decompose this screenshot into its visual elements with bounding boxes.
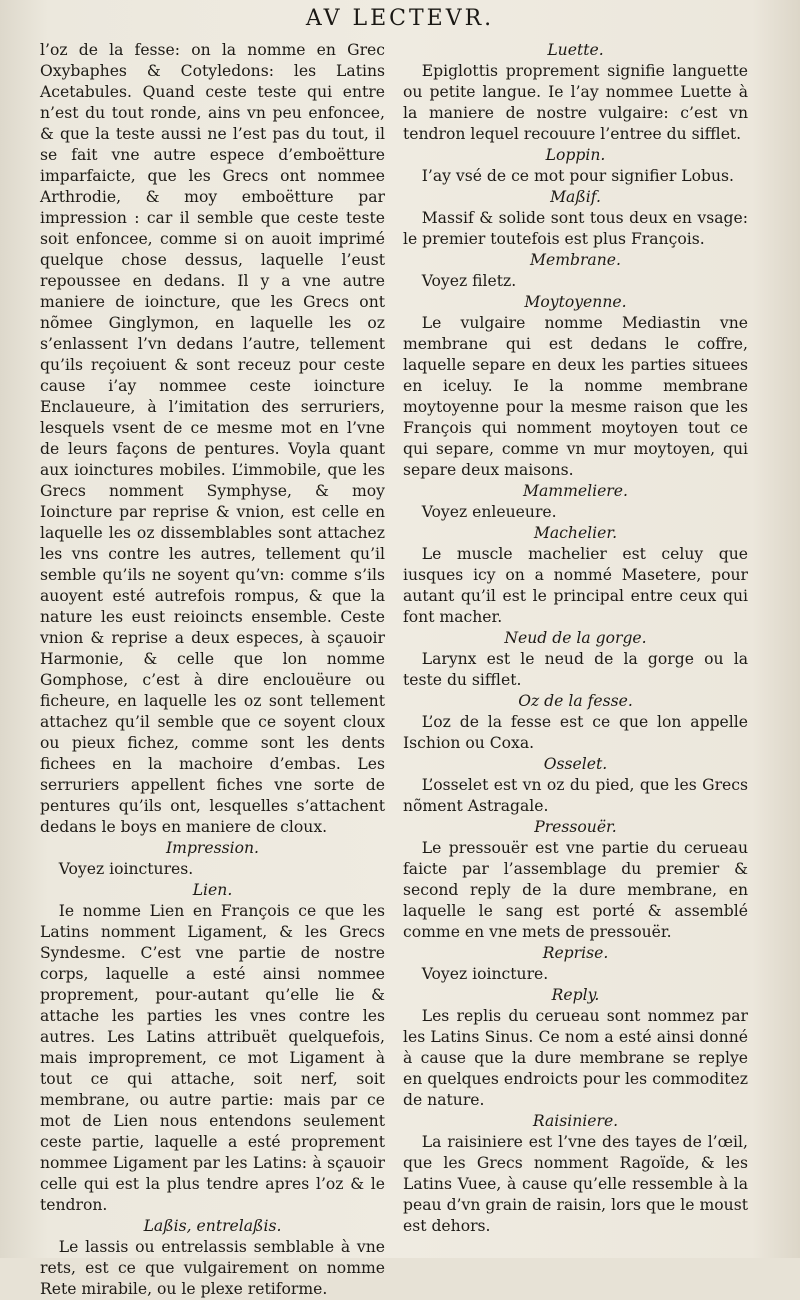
entry-text: La raisiniere est l’vne des tayes de l’œil, que les Grecs nomment Ragoïde, & les Latins Vuee, à cause qu’elle ressemble à la peau d’vn grain de raisin, lors que le moust est dehors.: [403, 1133, 748, 1235]
running-title: AV LECTEVR.: [305, 6, 495, 31]
entry-text: Voyez filetz.: [421, 272, 517, 290]
entry-text: Ie nomme Lien en François ce que les Latins nomment Ligament, & les Grecs Syndesme. C’est vne partie de nostre corps, laquelle a esté ainsi nommee proprement, pour-autant qu’elle lie & attache les parties les vnes contre les autres. Les Latins attribuët quelquefois, mais improprement, ce mot Ligament à tout ce qui attache, soit nerf, soit membrane, ou autre partie: mais par ce mot de Lien nous entendons seulement ceste partie, laquelle a esté proprement nommee Ligament par les Latins: à sçauoir celle qui est la plus tendre apres l’oz & le tendron.: [40, 902, 385, 1214]
entry-title: Reply.: [551, 986, 600, 1004]
entry-title: Luette.: [547, 41, 604, 59]
entry-text: Le vulgaire nomme Mediastin vne membrane qui est dedans le coffre, laquelle separe en deux les parties situees en iceluy. Ie la nomme membrane moytoyenne pour la mesme raison que les François qui nomment moytoyen tout ce qui separe, comme vn mur moytoyen, qui separe deux maisons.: [403, 314, 748, 479]
entry-title: Reprise.: [542, 944, 609, 962]
entry-title: Moytoyenne.: [524, 293, 627, 311]
entry-mammeliere: [403, 481, 748, 523]
entry-title: Maßif.: [550, 188, 601, 206]
entry-reply: [403, 985, 748, 1111]
entry-osselet: [403, 754, 748, 817]
entry-text: L’osselet est vn oz du pied, que les Grecs nõment Astragale.: [403, 776, 748, 815]
entry-raisiniere: [403, 1111, 748, 1237]
entry-title: Mammeliere.: [523, 482, 628, 500]
left-column: [40, 40, 385, 1300]
entry-title: Oz de la fesse.: [518, 692, 633, 710]
entry-loppin: [403, 145, 748, 187]
entry-text: Voyez ioincture.: [421, 965, 549, 983]
entry-title: Neud de la gorge.: [504, 629, 647, 647]
entry-lassis: [40, 1216, 385, 1300]
entry-title: Machelier.: [533, 524, 618, 542]
entry-neud-de-la-gorge: [403, 628, 748, 691]
entry-text: Voyez enleueure.: [421, 503, 557, 521]
entry-title: Osselet.: [543, 755, 608, 773]
entry-moytoyenne: [403, 292, 748, 481]
entry-machelier: [403, 523, 748, 628]
entry-text: l’oz de la fesse: on la nomme en Grec Oxybaphes & Cotyledons: les Latins Acetabules. Quand ceste teste qui entre n’est du tout ronde, ains vn peu enfoncee, & que la teste aussi ne l’est pas du tout, il se fait vne autre espece d’emboëtture imparfaicte, que les Grecs ont nommee Arthrodie, & moy emboëtture par impression : car il semble que ceste teste soit enfoncee, comme si on auoit imprimé quelque chose dessus, laquelle l’eust repoussee en dedans. Il y a vne autre maniere de ioincture, que les Grecs ont nõmee Ginglymon, en laquelle les oz s’enlassent l’vn dedans l’autre, tellement qu’ils reçoiuent & sont receuz pour ceste cause i’ay nommee ceste ioincture Enclaueure, à l’imitation des serruriers, lesquels vsent de ce mesme mot en l’vne de leurs façons de pentures. Voyla quant aux ioinctures mobiles. L’immobile, que les Grecs nomment Symphyse, & moy Ioincture par reprise & vnion, est celle en laquelle les oz dissemblables sont attachez les vns contre les autres, tellement qu’il semble qu’ils ne soyent qu’vn: comme s’ils auoyent esté autrefois rompus, & que la nature les eust reioincts ensemble. Ceste vnion & reprise a deux especes, à sçauoir Harmonie, & celle que lon nomme Gomphose, c’est à dire enclouëure ou ficheure, en laquelle les oz sont tellement attachez qu’il semble que ce soyent cloux ou pieux fichez, comme sont les dents fichees en la machoire d’embas. Les serruriers appellent fiches vne sorte de pentures qu’ils ont, lesquelles s’attachent dedans le boys en maniere de cloux.: [40, 41, 385, 836]
entry-membrane: [403, 250, 748, 292]
entry-text: Le muscle machelier est celuy que iusques icy on a nommé Masetere, pour autant qu’il est le principal entre ceux qui font macher.: [403, 545, 748, 626]
entry-luette: [403, 40, 748, 145]
entry-text: Le pressouër est vne partie du cerueau faicte par l’assemblage du premier & second reply de la dure membrane, en laquelle le sang est porté & assemblé comme en vne mets de pressouër.: [403, 839, 748, 941]
entry-lien: [40, 880, 385, 1216]
entry-text: Larynx est le neud de la gorge ou la teste du sifflet.: [403, 650, 748, 689]
entry-title: Pressouër.: [534, 818, 617, 836]
entry-oz-de-la-fesse: [403, 691, 748, 754]
entry-pressouer: [403, 817, 748, 943]
entry-text: Le lassis ou entrelassis semblable à vne rets, est ce que vulgairement on nomme Rete mirabile, ou le plexe retiforme.: [40, 1238, 385, 1298]
entry-title: Laßis, entrelaßis.: [143, 1217, 282, 1235]
entry-title: Lien.: [192, 881, 233, 899]
entry-massif: [403, 187, 748, 250]
entry-title: Loppin.: [545, 146, 606, 164]
entry-text: Massif & solide sont tous deux en vsage: le premier toutefois est plus François.: [403, 209, 748, 248]
entry-text: Voyez ioinctures.: [58, 860, 194, 878]
entry-title: Raisiniere.: [532, 1112, 619, 1130]
entry-text: L’oz de la fesse est ce que lon appelle Ischion ou Coxa.: [403, 713, 748, 752]
entry-title: Membrane.: [530, 251, 621, 269]
entry-text: Les replis du cerueau sont nommez par les Latins Sinus. Ce nom a esté ainsi donné à cause que la dure membrane se replye en quelques endroicts pour les commoditez de nature.: [403, 1007, 748, 1109]
right-column: [403, 40, 748, 1237]
entry-text: Epiglottis proprement signifie languette ou petite langue. Ie l’ay nommee Luette à la maniere de nostre vulgaire: c’est vn tendron lequel recouure l’entree du sifflet.: [403, 62, 748, 143]
entry-title: Impression.: [166, 839, 259, 857]
entry-impression: [40, 838, 385, 880]
entry-text: I’ay vsé de ce mot pour signifier Lobus.: [421, 167, 734, 185]
entry-reprise: [403, 943, 748, 985]
